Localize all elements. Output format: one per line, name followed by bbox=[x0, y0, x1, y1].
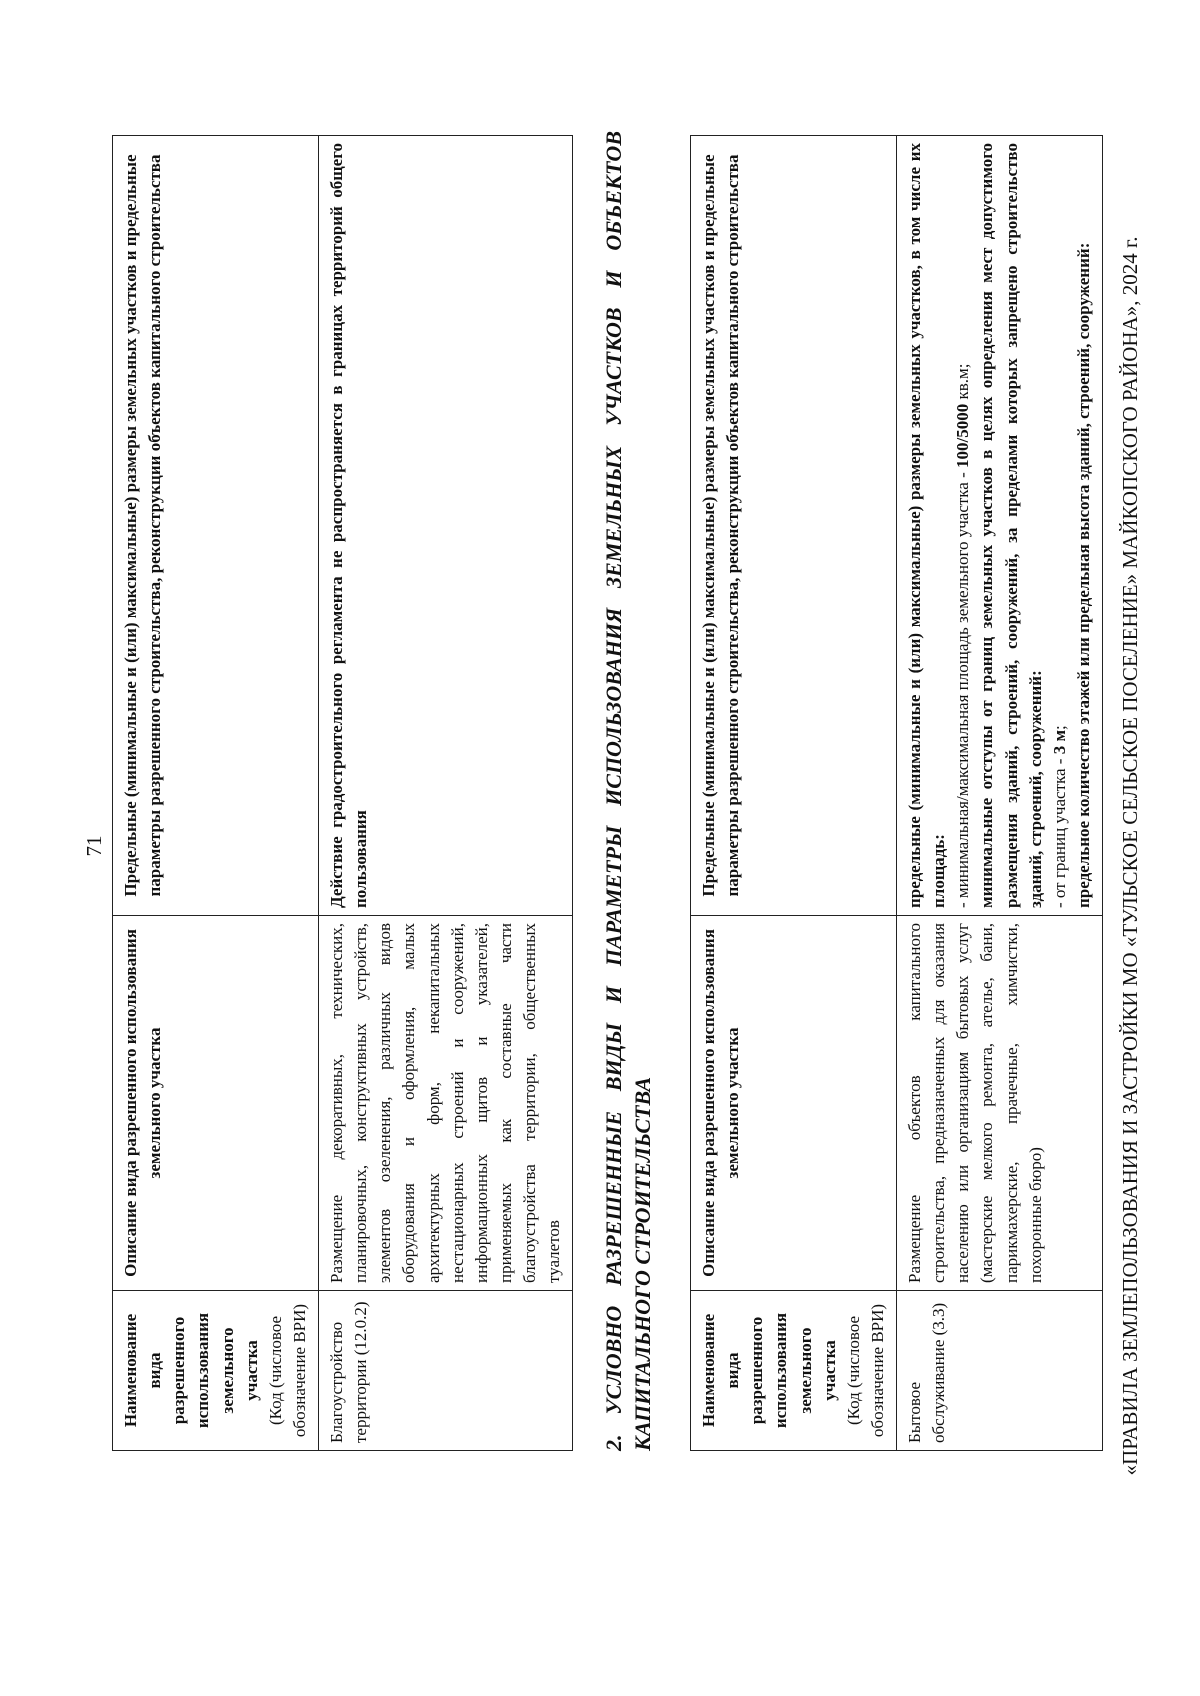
section-title: 2. УСЛОВНО РАЗРЕШЕННЫЕ ВИДЫ И ПАРАМЕТРЫ ИСПОЛЬЗОВАНИЯ ЗЕМЕЛЬНЫХ УЧАСТКОВ И ОБЪЕКТОВ КАПИТАЛЬНОГО СТРОИТЕЛЬСТВА bbox=[601, 131, 655, 1451]
param-setback-label: - от границ участка - bbox=[1049, 754, 1069, 908]
use-description-cell: Размещение декоративных, технических, планировочных, конструктивных устройств, элементов озеленения, различных видов оборудования и оформления, малых архитектурных форм, некапитальных нестационарных строений и сооружений, информационных щитов и указателей, применяемых как составные части благоустройства территории, общественных туалетов bbox=[319, 916, 573, 1291]
table-row bbox=[897, 136, 1103, 1451]
param-size-heading: предельные (минимальные и (или) максимальные) размеры земельных участков, в том числе их площадь: bbox=[905, 143, 949, 908]
param-setback-value: 3 м bbox=[1049, 729, 1069, 755]
param-setback-suffix: ; bbox=[1049, 725, 1069, 730]
page-number: 71 bbox=[82, 835, 106, 857]
param-setback-line bbox=[1048, 143, 1072, 908]
conditional-use-table bbox=[690, 135, 1103, 1451]
use-name-cell: Бытовое обслуживание (3.3) bbox=[897, 1291, 1103, 1451]
header-name-cell bbox=[691, 1291, 897, 1451]
param-area-label: - минимальная/максимальная площадь земельного участка - bbox=[953, 467, 973, 908]
use-description-cell: Размещение объектов капитального строительства, предназначенных для оказания населению или организациям бытовых услуг (мастерские мелкого ремонта, ателье, бани, парикмахерские, прачечные, химчистки, похоронные бюро) bbox=[897, 916, 1103, 1291]
header-name-bold: Наименование вида разрешенного использования земельного участка bbox=[121, 1312, 261, 1429]
table-header-row bbox=[691, 136, 897, 1451]
param-area-line bbox=[951, 143, 975, 908]
use-name-cell: Благоустройство территории (12.0.2) bbox=[319, 1291, 573, 1451]
table-header-row bbox=[113, 136, 319, 1451]
header-name-code: (Код (числовое обозначение ВРИ) bbox=[265, 1303, 309, 1438]
use-parameters-cell bbox=[897, 136, 1103, 916]
header-description-cell: Описание вида разрешенного использования земельного участка bbox=[691, 916, 897, 1291]
header-parameters-cell: Предельные (минимальные и (или) максимальные) размеры земельных участков и предельные параметры разрешенного строительства, реконструкции объектов капитального строительства bbox=[691, 136, 897, 916]
param-floors-heading: предельное количество этажей или предельная высота зданий, строений, сооружений: bbox=[1073, 242, 1093, 908]
header-parameters-cell: Предельные (минимальные и (или) максимальные) размеры земельных участков и предельные параметры разрешенного строительства, реконструкции объектов капитального строительства bbox=[113, 136, 319, 916]
header-name-bold: Наименование вида разрешенного использования земельного участка bbox=[699, 1312, 839, 1429]
permitted-use-table bbox=[112, 135, 573, 1451]
table-row bbox=[319, 136, 573, 1451]
header-name-cell bbox=[113, 1291, 319, 1451]
header-description-cell: Описание вида разрешенного использования земельного участка bbox=[113, 916, 319, 1291]
use-parameters-cell: Действие градостроительного регламента не распространяется в границах территорий общего пользования bbox=[319, 136, 573, 916]
document-footer: «ПРАВИЛА ЗЕМЛЕПОЛЬЗОВАНИЯ И ЗАСТРОЙКИ МО «ТУЛЬСКОЕ СЕЛЬСКОЕ ПОСЕЛЕНИЕ» МАЙКОПСКОГО РАЙОНА», 2024 г. bbox=[1118, 236, 1142, 1476]
param-area-value: 100/5000 bbox=[953, 403, 973, 468]
param-setback-heading: минимальные отступы от границ земельных участков в целях определения мест допустимого размещения зданий, строений, сооружений, за пределами которых запрещено строительство зданий, строений, сооружений: bbox=[977, 143, 1045, 908]
header-name-code: (Код (числовое обозначение ВРИ) bbox=[843, 1303, 887, 1438]
param-area-unit: кв.м; bbox=[953, 363, 973, 404]
